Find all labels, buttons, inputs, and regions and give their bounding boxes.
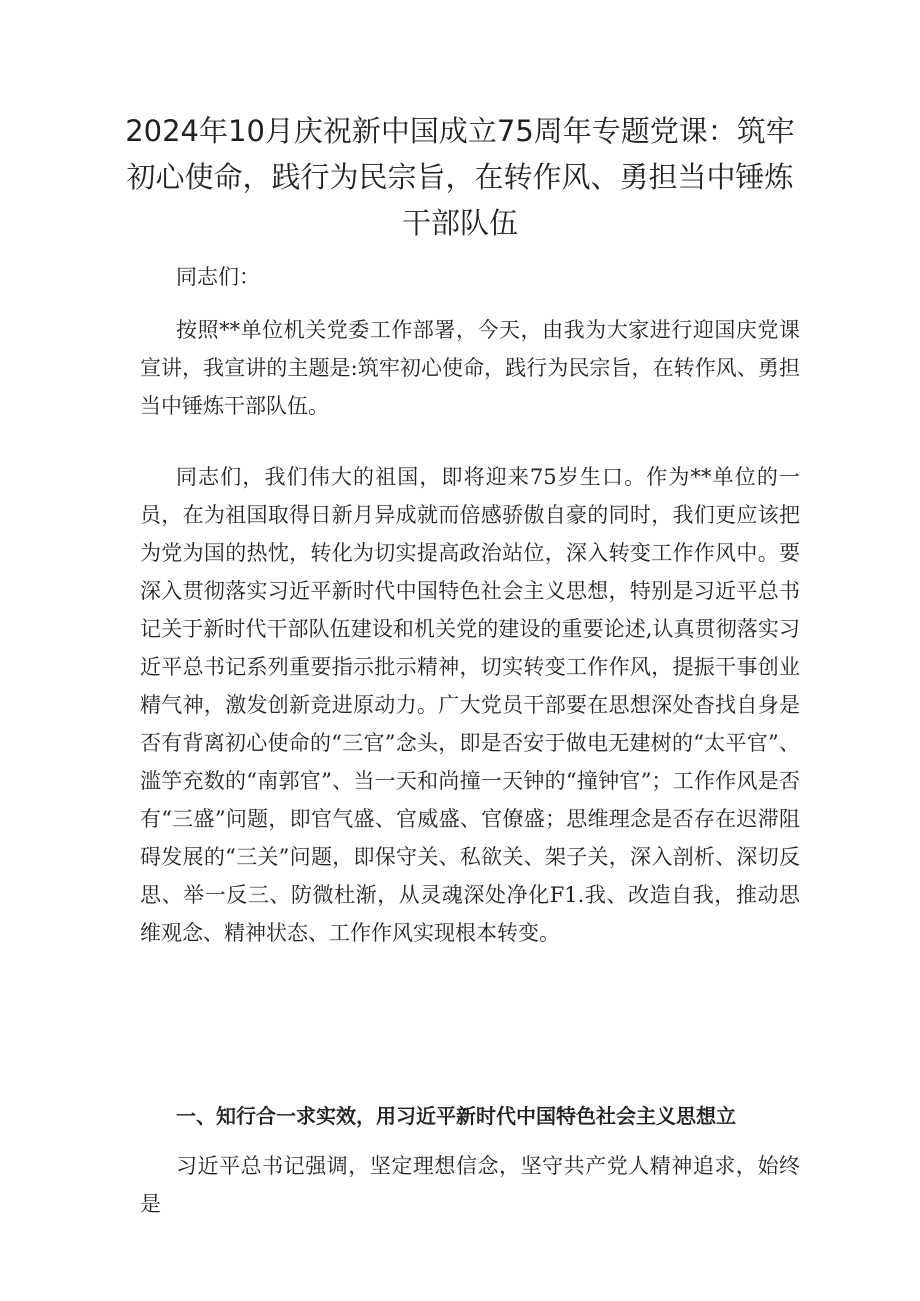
section-paragraph: 习近平总书记强调，坚定理想信念，坚守共产党人精神追求，始终是 — [140, 1154, 800, 1216]
paragraph-body: 同志们，我们伟大的祖国，即将迎来75岁生口。作为**单位的一员，在为祖国取得日新月异成就而倍感骄傲自豪的同时，我们更应该把为党为国的热忱，转化为切实提高政治站位，深入转变工作作风中。要深入贯彻落实习近平新时代中国特色社会主义思想，特别是习近平总书记关于新时代干部队伍建设和机关党的建设的重要论述,认真贯彻落实习近平总书记系列重要指示批示精神，切实转变工作作风，提振干事创业精气神，激发创新竞进原动力。广大党员干部要在思想深处杳找自身是否有背离初心使命的“三官”念头，即是否安于做电无建树的“太平官”、滥竽充数的“南郭官”、当一天和尚撞一天钟的“撞钟官”；工作作风是否有“三盛”问题，即官气盛、官威盛、官僚盛；思维理念是否存在迟滞阻碍发展的“三关”问题，即保守关、私欲关、架子关，深入剖析、深切反思、举一反三、防微杜渐，从灵魂深处净化F1.我、改造自我，推动思维观念、精神状态、工作作风实现根本转变。 — [140, 465, 800, 945]
section-heading: 一、知行合一求实效，用习近平新时代中国特色社会主义思想立 — [176, 1104, 736, 1128]
salutation: 同志们： — [176, 265, 260, 289]
paragraph-intro: 按照**单位机关党委工作部署，今天，由我为大家进行迎国庆党课宣讲，我宣讲的主题是:筑牢初心使命，践行为民宗旨，在转作风、勇担当中锤炼干部队伍。 — [140, 318, 800, 418]
document-title: 2024年10月庆祝新中国成立75周年专题党课：筑牢初心使命，践行为民宗旨，在转作风、勇担当中锤炼干部队伍 — [125, 114, 795, 240]
